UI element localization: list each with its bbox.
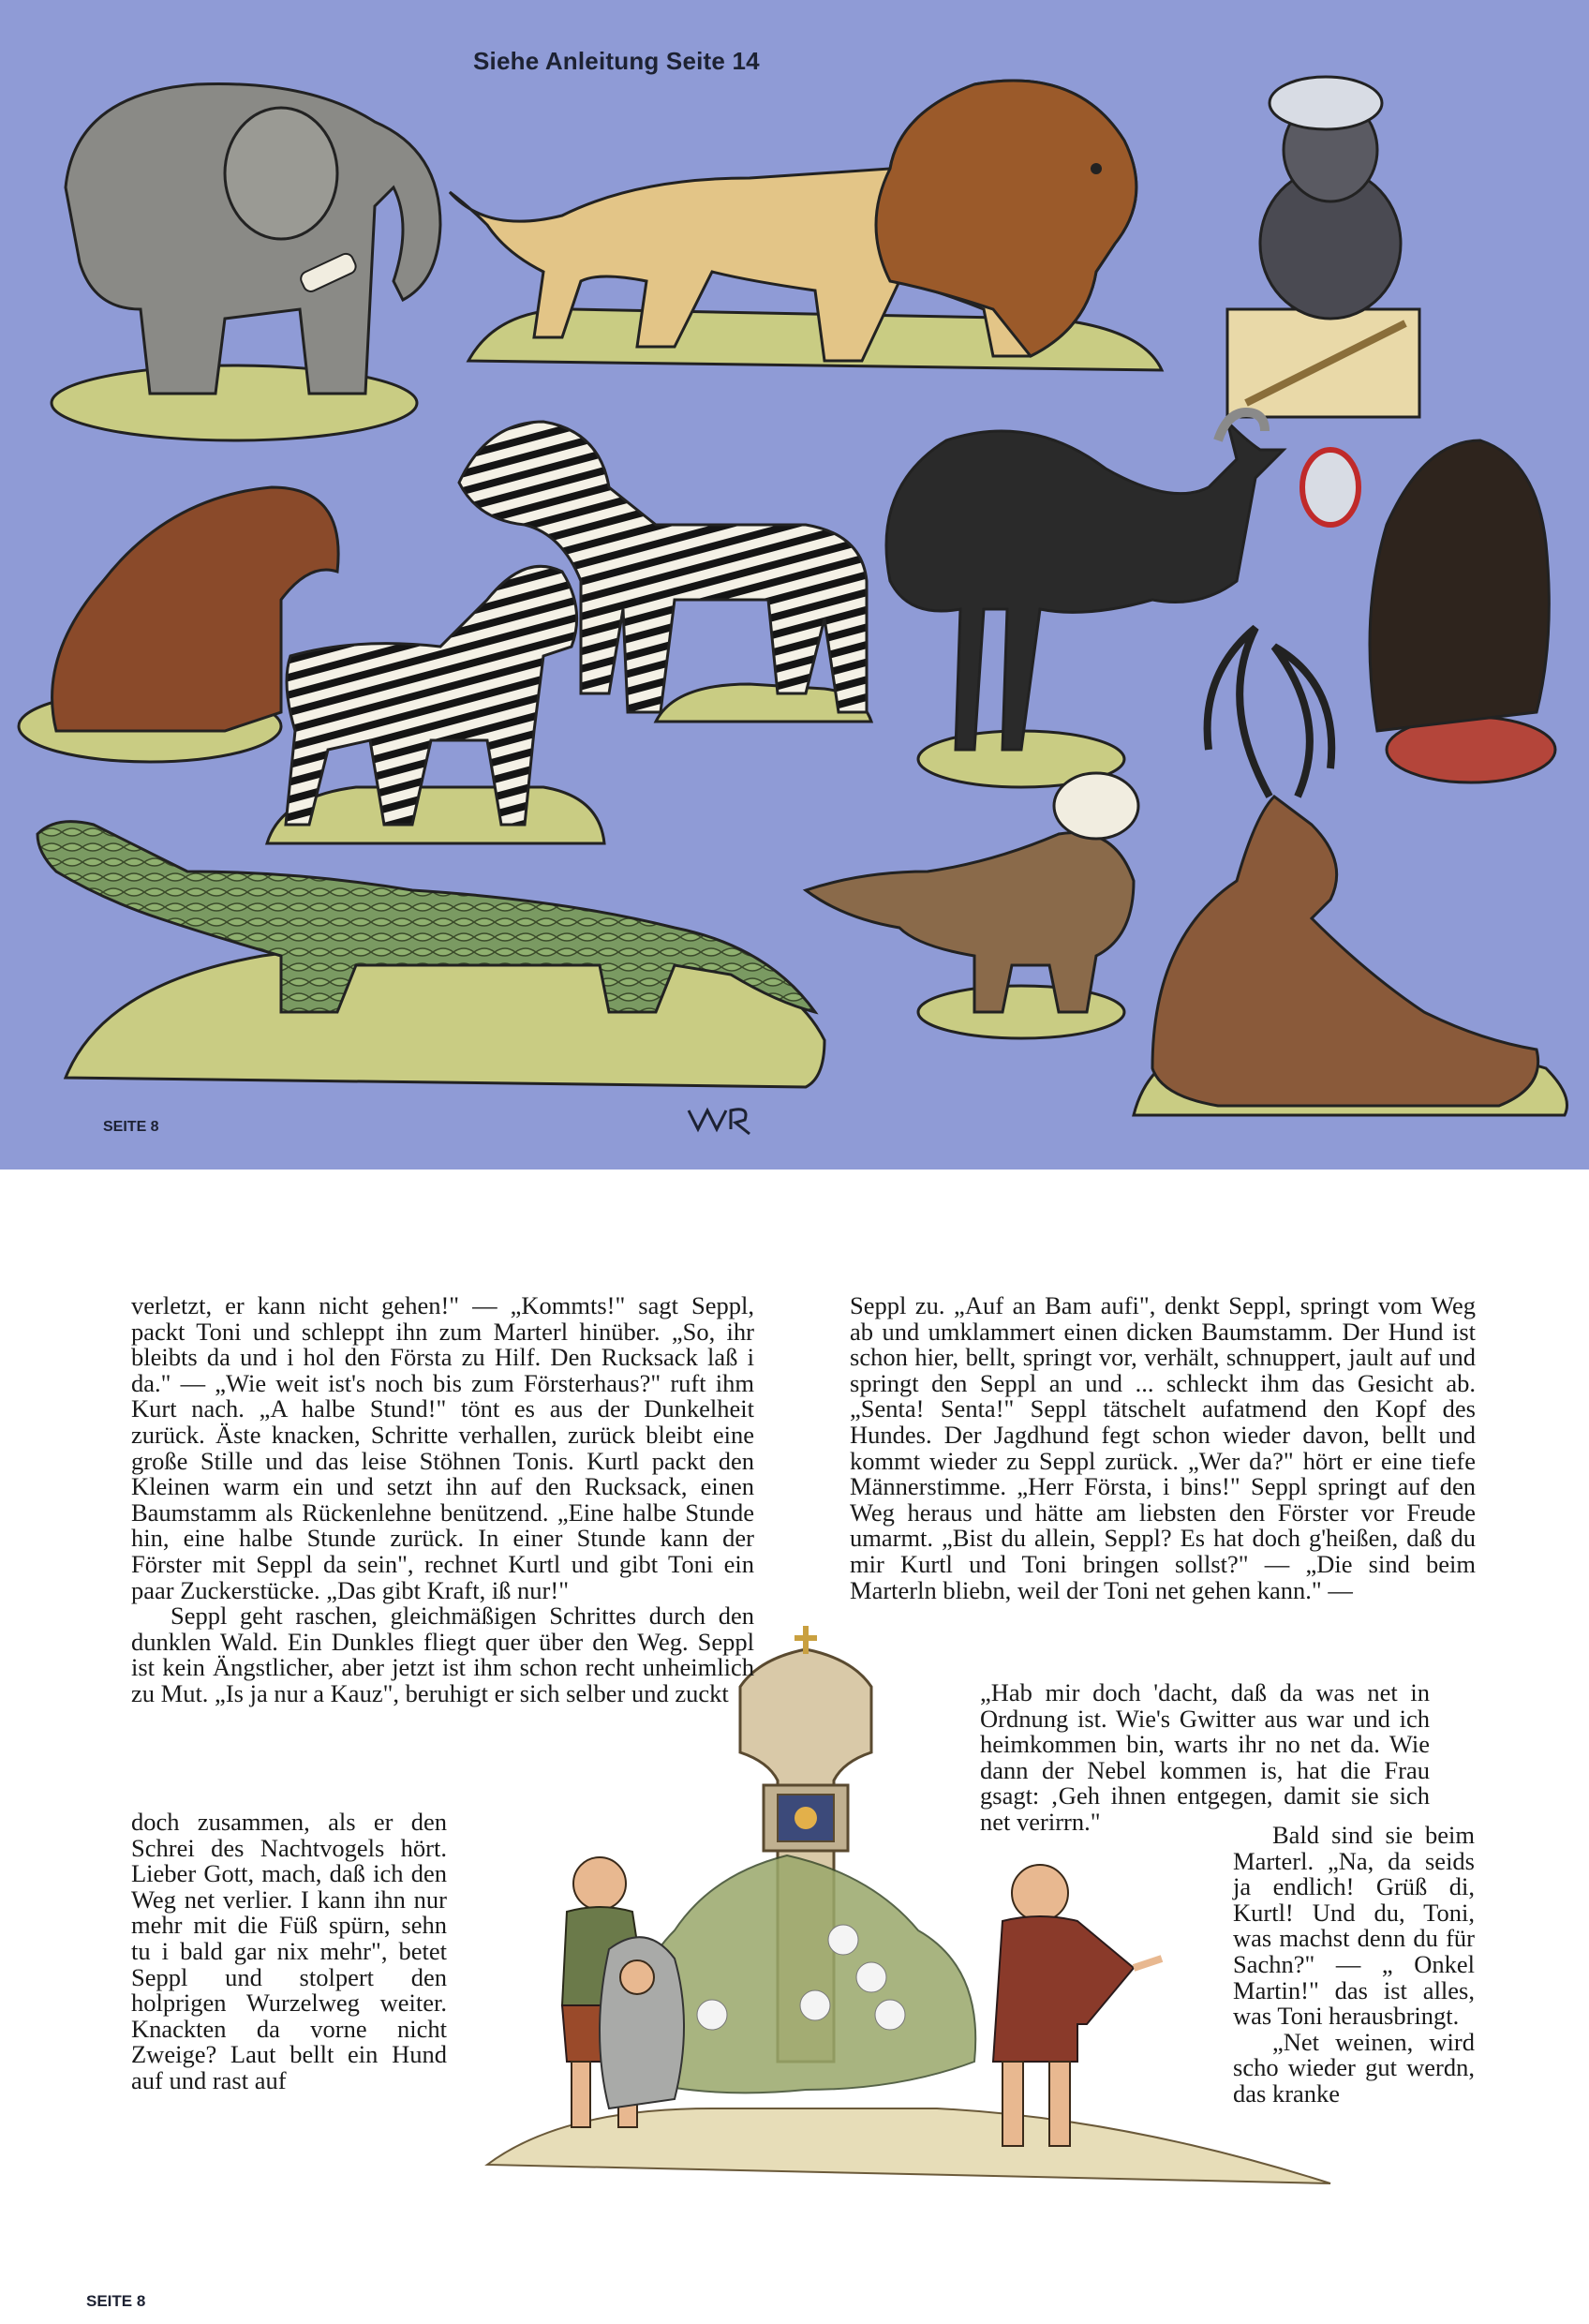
zebra-foal-cutout: [267, 566, 604, 843]
story-paragraph: Seppl zu. „Auf an Bam aufi", denkt Seppl, springt vom Weg ab und umklammert einen dicken Baumstamm. Der Hund ist schon hier, bellt, springt vor, verhält, schnuppert, jault auf und springt den Seppl an und ... schleckt ihm das Gesicht ab. „Senta! Senta!" Seppl tätschelt aufatmend den Kopf des Hundes. Der Jagdhund fegt schon wieder davon, bellt und kommt wieder zu Seppl zurück. „Wer da?" hört er eine tiefe Männerstimme. „Herr Första, i bins!" Seppl springt auf den Weg heraus und hätte am liebsten den Förster vor Freude umarmt. „Bist du allein, Seppl? Es hat doch g'heißen, daß du mir Kurtl und Toni bringen sollst?" — „Die sind beim Marterln bliebn, weil der Toni net gehen kann." —: [850, 1291, 1476, 1604]
crocodile-cutout: [37, 822, 824, 1087]
chimpanzee-with-mirror-cutout: [1302, 440, 1555, 782]
story-paragraph: verletzt, er kann nicht gehen!" — „Kommts!" sagt Seppl, packt Toni und schleppt ihn zum Marterl hinüber. „So, ihr bleibts da und i hol den Första zu Hilf. Den Rucksack laß i da." — „Wie weit ist's noch bis zum Försterhaus?" ruft ihm Kurt nach. „A halbe Stund!" tönt es aus der Dunkelheit zurück. Äste knacken, Schritte verhallen, zurück bleibt eine große Stille und das leise Stöhnen Tonis. Kurtl packt den Kleinen warm ein und setzt ihn auf den Rucksack, einen Baumstamm als Rückenlehne benützend. „Eine halbe Stunde hin, eine halbe Stunde zurück. In einer Stunde kann der Förster mit Seppl da sein", rechnet Kurtl und gibt Toni ein paar Zuckerstücke. „Das gibt Kraft, iß nur!": [131, 1291, 754, 1604]
story-paragraph: Seppl geht raschen, gleichmäßigen Schrittes durch den dunklen Wald. Ein Dunkles fliegt quer über den Weg. Seppl ist kein Ängstlicher, aber jetzt ist ihm schon recht unheimlich zu Mut. „Is ja nur a Kauz", beruhigt er sich selber und zuckt: [131, 1601, 754, 1707]
story-column-right-narrow: [1233, 1823, 1475, 2108]
monkey-with-pot-cutout: [1227, 77, 1419, 417]
elephant-cutout: [52, 84, 440, 441]
pangolin-cutout: [19, 487, 338, 762]
story-paragraph: „Hab mir doch 'dacht, daß da was net in Ordnung ist. Wie's Gwitter aus war und ich heimkommen bin, warts ihr no net da. Wie dann der Nebel kommen is, hat die Frau gsagt: ‚Geh ihnen entgegen, damit sie sich net verirrn.": [980, 1678, 1430, 1836]
story-column-left: [131, 1293, 754, 1707]
lion-cutout: [450, 81, 1162, 370]
child-with-hood-figure: [600, 1937, 684, 2108]
sheet-page-label: SEITE 8: [103, 1119, 159, 1135]
baboon-with-helmet-cutout: [806, 773, 1138, 1038]
story-column-right-mid: [980, 1680, 1430, 1836]
story-paragraph: doch zusammen, als er den Schrei des Nachtvogels hört. Lieber Gott, mach, daß ich den Weg net verlier. I kann ihn nur mehr mit die Füß spürn, sehn tu i bald gar nix mehr", betet Seppl und stolpert den holprigen Wurzelweg weiter. Knackten da vorne nicht Zweige? Laut bellt ein Hund auf und rast auf: [131, 1808, 447, 2094]
footer-page-label: SEITE 8: [86, 2292, 146, 2310]
story-column-right: [850, 1293, 1476, 1603]
boy-right-figure: [993, 1865, 1162, 2146]
story-paragraph: „Net weinen, wird scho wieder gut werdn, das kranke: [1233, 2027, 1475, 2108]
story-column-left-narrow: [131, 1810, 447, 2094]
ostrich-cutout: [886, 412, 1284, 787]
story-paragraph: Bald sind sie beim Marterl. „Na, da seids ja endlich! Grüß di, Kurtl! Und du, Toni, was machst denn du für Sachn?" — „ Onkel Martin!" das ist alles, was Toni herausbringt.: [1233, 1821, 1475, 2031]
sheet-heading: Siehe Anleitung Seite 14: [473, 47, 760, 75]
artist-signature: [689, 1110, 750, 1134]
